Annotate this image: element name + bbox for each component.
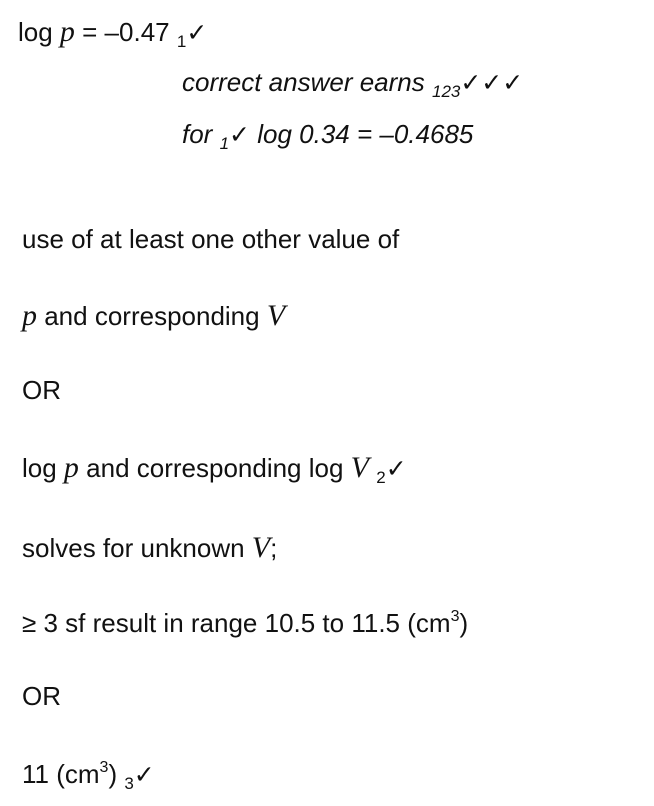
superscript: 3 <box>450 608 460 625</box>
variable-p: p <box>63 451 79 484</box>
criterion-text: use of at least one other value of <box>22 224 400 254</box>
log-prefix: log <box>22 453 64 483</box>
close-paren: ) <box>108 759 125 789</box>
variable-v: V <box>350 451 369 484</box>
criterion-text: ≥ 3 sf result in range 10.5 to 11.5 (cm <box>22 608 451 638</box>
or-separator <box>22 377 61 403</box>
mark-number: 2 <box>376 468 386 487</box>
criterion-result-range <box>22 610 468 636</box>
note-text: correct answer earns <box>182 67 432 97</box>
criterion-text: and corresponding log <box>78 453 351 483</box>
criterion-p-and-v <box>22 301 285 331</box>
note-prefix: for <box>182 119 220 149</box>
mark-number: 1 <box>219 134 230 153</box>
tick-icon: ✓ <box>133 760 155 789</box>
criterion-text: solves for unknown <box>22 533 252 563</box>
equals-value: = –0.47 <box>74 17 177 47</box>
mark-number: 3 <box>124 774 134 793</box>
variable-p: p <box>59 15 75 48</box>
variable-v: V <box>251 531 271 564</box>
mark-number: 1 <box>176 32 187 51</box>
tick-icon: ✓ <box>186 18 208 47</box>
note-rest: log 0.34 = –0.4685 <box>250 119 474 149</box>
criterion-text: 11 (cm <box>22 759 100 789</box>
criterion-solves-v <box>22 533 277 563</box>
criterion-text: and corresponding <box>37 301 267 331</box>
tick-icon: ✓✓✓ <box>460 68 524 97</box>
or-text: OR <box>22 681 61 711</box>
variable-p: p <box>22 299 37 332</box>
or-separator <box>22 683 61 709</box>
marking-note-correct-answer <box>182 67 524 101</box>
marking-note-partial <box>182 119 474 153</box>
answer-line-log-p <box>18 15 208 51</box>
close-paren: ) <box>459 608 469 638</box>
criterion-log-p-log-v <box>22 451 407 487</box>
variable-v: V <box>266 299 286 332</box>
tick-icon: ✓ <box>229 120 250 149</box>
criterion-other-value <box>22 226 399 252</box>
log-prefix: log <box>18 17 60 47</box>
or-text: OR <box>22 375 61 405</box>
semicolon: ; <box>270 533 278 563</box>
mark-numbers: 123 <box>431 82 461 101</box>
criterion-final-answer <box>22 759 155 793</box>
tick-icon: ✓ <box>385 454 407 483</box>
superscript: 3 <box>99 759 109 776</box>
